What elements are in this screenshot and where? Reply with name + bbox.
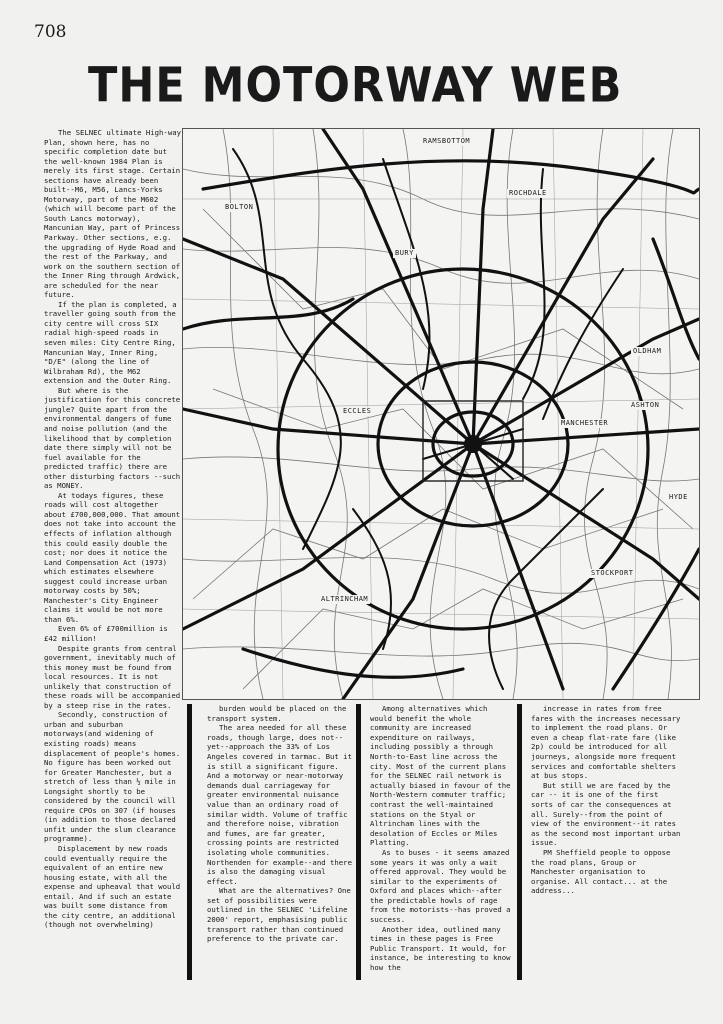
article-column-4 <box>531 704 681 976</box>
map-label-ramsbottom: RAMSBOTTOM <box>423 137 471 145</box>
paragraph: burden would be placed on the transport system. <box>207 704 347 723</box>
article-column-3 <box>370 704 512 976</box>
map-label-stockport: STOCKPORT <box>591 569 634 577</box>
paragraph: The SELNEC ultimate High-way Plan, shown here, has no specific completion date but the well-known 1984 Plan is merely its first stage. Certain sections have already been built--M6, M56, Lancs-Yorks Motorway, part of the M602 (which will become part of the South Lancs motorway), Mancunian Way, part of Princess Parkway. Other sections, e.g. the upgrading of Hyde Road and the rest of the Parkway, and work on the southern section of the Inner Ring through Ardwick, are scheduled for the near future. <box>44 128 182 300</box>
paragraph: As to buses - it seems amazed some years it was only a wait offered approval. They would be similar to the experiments of Oxford and places which--after the predictable howls of rage from the motorists--has proved a success. <box>370 847 511 925</box>
page-number: 708 <box>34 22 67 42</box>
motorway-map <box>182 128 700 700</box>
map-label-oldham: OLDHAM <box>633 347 662 355</box>
map-label-bury: BURY <box>395 249 414 257</box>
map-label-rochdale: ROCHDALE <box>509 189 547 197</box>
paragraph: What are the alternatives? One set of possibilities were outlined in the SELNEC 'Lifeline 2000' report, emphasising public transport rather than continued preference to the private car. <box>207 886 351 944</box>
column-rule <box>356 704 361 980</box>
road-network <box>183 129 699 699</box>
column-rule <box>517 704 522 980</box>
paragraph: PM Sheffield people to oppose the road plans, Group or Manchester organisation to organise. All contact... at the address... <box>531 847 671 896</box>
map-label-manchester: MANCHESTER <box>561 419 609 427</box>
paragraph: Even 6% of £700million is £42 million! <box>44 624 168 643</box>
map-label-altrincham: ALTRINCHAM <box>321 595 369 603</box>
map-label-hyde: HYDE <box>669 493 688 501</box>
map-label-ashton: ASHTON <box>631 401 660 409</box>
paragraph: But still we are faced by the car -- it is one of the first sorts of car the consequences at all. Surely--from the point of view of the environment--it rates as the second most important urban issue. <box>531 780 681 848</box>
paragraph: Despite grants from central government, inevitably much of this money must be found from local resources. It is not unlikely that construction of these roads will be accompanied by a steep rise in the rates. <box>44 643 181 710</box>
column-rule <box>187 704 192 980</box>
page-title: THE MOTORWAY WEB <box>88 58 623 114</box>
map-label-eccles: ECCLES <box>343 407 372 415</box>
paragraph: increase in rates from free fares with the increases necessary to implement the road plans. Or even a cheap flat-rate fare (like 2p) could be introduced for all journeys, alongside more frequent services and comfortable shelters at bus stops. <box>531 704 681 781</box>
paragraph: Another idea, outlined many times in these pages is Free Public Transport. It would, for instance, be interesting to know how the <box>370 924 511 973</box>
paragraph: At todays figures, these roads will cost altogether about £700,000,000. That amount does not take into account the effects of inflation although this could easily double the cost; nor does it notice the Land Compensation Act (1973) which estimates elsewhere suggest could increase urban motorway costs by 50%; Manchester's City Engineer claims it would be not more than 6%. <box>44 490 181 624</box>
paragraph: Secondly, construction of urban and suburban motorways(and widening of existing roads) means displacement of people's homes. No figure has been worked out for Greater Manchester, but a stretch of less than ½ mile in Longsight shortly to be considered by the council will require CPOs on 307 (if houses (in addition to those declared unfit under the slum clearance programme). <box>44 710 181 844</box>
paragraph: Displacement by new roads could eventually require the equivalent of an entire new housing estate, with all the expense and upheaval that would entail. And if such an estate was built some distance from the city centre, an additional (though not overwhelming) <box>44 844 181 930</box>
paragraph: Among alternatives which would benefit the whole community are increased expenditure on railways, including possibly a through North-to-East line across the city. Most of the current plans for the SELNEC rail network is actually biased in favour of the North-Western commuter traffic; contrast the well-maintained stations on the Styal or Altrincham lines with the desolation of Eccles or Miles Platting. <box>370 704 511 848</box>
article-column-2 <box>207 704 353 976</box>
paragraph: But where is the justification for this concrete jungle? Quite apart from the environmental dangers of fume and noise pollution (and the likelihood that by completion date there simply will not be fuel available for the predicted traffic) there are other disturbing factors --such as MONEY. <box>44 385 181 491</box>
paragraph: The area needed for all these roads, though large, does not--yet--approach the 33% of Los Angeles covered in tarmac. But it is still a significant figure. And a motorway or near-motorway demands dual carriageway for greater environmental nuisance value than an ordinary road of similar width. Volume of traffic and therefore noise, vibration and fumes, are far greater, crossing points are restricted isolating whole communities. Northenden for example--and there is also the damaging visual effect. <box>207 723 352 886</box>
left-column <box>44 128 184 968</box>
map-label-bolton: BOLTON <box>225 203 254 211</box>
paragraph: If the plan is completed, a traveller going south from the city centre will cross SIX radial high-speed roads in seven miles: City Centre Ring, Mancunian Way, Inner Ring, "D/E" (along the line of Wilbraham Rd), the M62 extension and the Outer Ring. <box>44 299 177 386</box>
